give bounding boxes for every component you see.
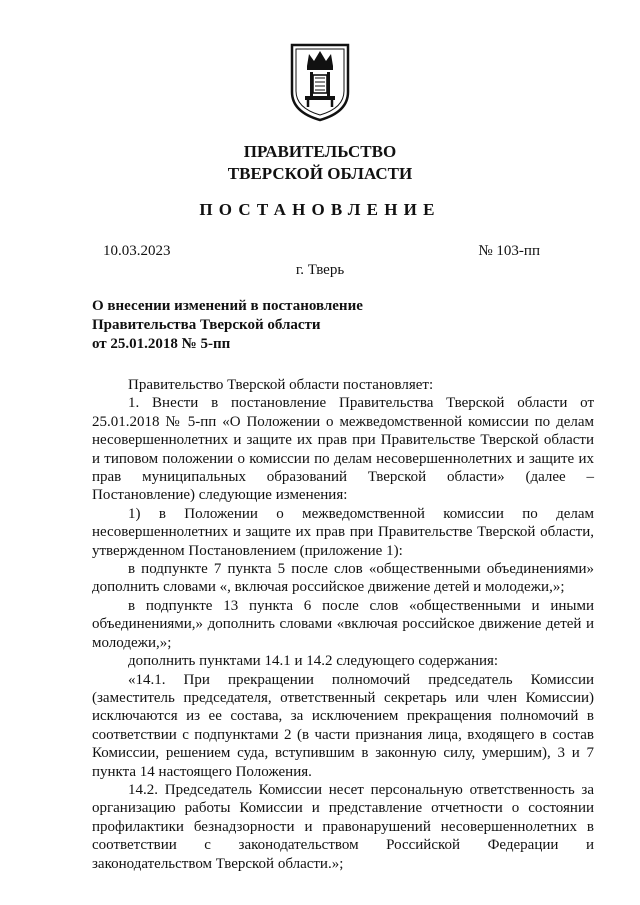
body-paragraph: «14.1. При прекращении полномочий председатель Комиссии (заместитель председателя, ответственный секретарь или член Комиссии) исключаются из ее состава, за исключением прекращения полномочий в соответствии с подпунктами 2 (в части признания лица, входящего в состав Комиссии, решением суда, вступившим в законную силу, умершим), 3 и 7 пункта 14 настоящего Положения. xyxy=(92,671,594,780)
document-date: 10.03.2023 xyxy=(103,243,171,259)
subject-line: Правительства Тверской области xyxy=(92,317,321,333)
body-paragraph: дополнить пунктами 14.1 и 14.2 следующего содержания: xyxy=(128,653,499,670)
body-paragraph: Правительство Тверской области постановляет: xyxy=(128,377,434,393)
body-paragraph: 14.2. Председатель Комиссии несет персональную ответственность за организацию работы Комиссии и представление отчетности о состоянии профилактики безнадзорности и правонарушений несовершеннолетних в соответствии с законодательством Российской Федерации и законодательством Тверской области.»; xyxy=(92,781,594,872)
subject-line: О внесении изменений в постановление xyxy=(92,298,363,314)
body-paragraph: в подпункте 7 пункта 5 после слов «общественными объединениями» дополнить словами «, включая российское движение детей и молодежи,»; xyxy=(92,561,594,596)
government-title-line2: ТВЕРСКОЙ ОБЛАСТИ xyxy=(227,164,413,183)
body-paragraph: в подпункте 13 пункта 6 после слов «общественными и иными объединениями,» дополнить словами «включая российское движение детей и молодежи,»; xyxy=(92,597,594,651)
document-subject xyxy=(92,297,412,354)
document-number: № 103-пп xyxy=(478,243,540,259)
body-paragraph: 1. Внести в постановление Правительства Тверской области от 25.01.2018 № 5-пп «О Положении о межведомственной комиссии по делам несовершеннолетних и защите их прав при Правительстве Тверской области и типовом положении о комиссии по делам несовершеннолетних и защите их прав муниципальных образований Тверской области» (далее – Постановление) следующие изменения: xyxy=(92,395,594,504)
government-title-line1: ПРАВИТЕЛЬСТВО xyxy=(243,142,397,161)
subject-line: от 25.01.2018 № 5-пп xyxy=(92,336,231,352)
document-body xyxy=(92,376,594,873)
coat-of-arms-icon xyxy=(289,42,351,122)
document-city: г. Тверь xyxy=(295,262,345,278)
document-type-heading: ПОСТАНОВЛЕНИЕ xyxy=(199,200,441,219)
body-paragraph: 1) в Положении о межведомственной комиссии по делам несовершеннолетних и защите их прав при Правительстве Тверской области, утвержденном Постановлением (приложение 1): xyxy=(92,505,594,559)
